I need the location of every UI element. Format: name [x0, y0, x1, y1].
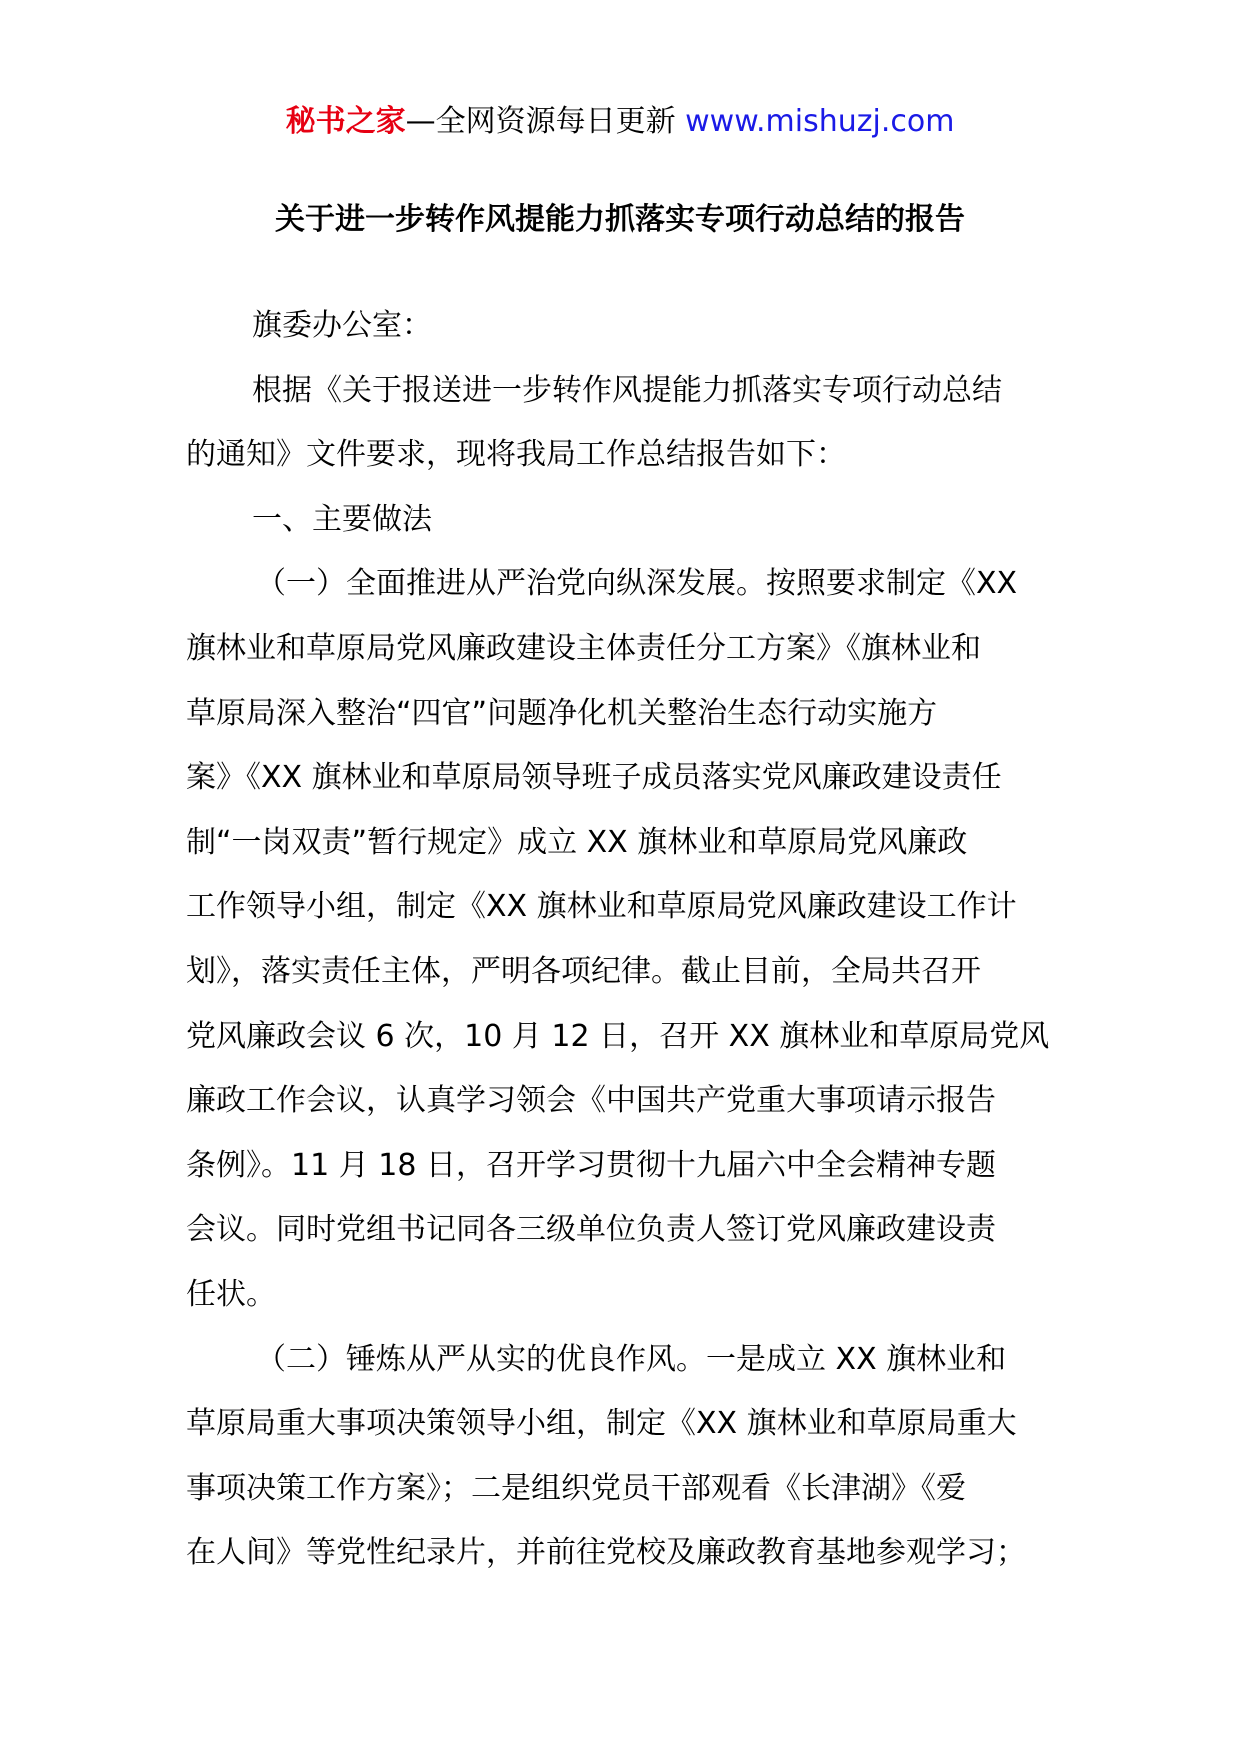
site-header [0, 100, 1240, 144]
paragraph-line: 工作领导小组，制定《XX 旗林业和草原局党风廉政建设工作计 [186, 889, 1017, 925]
paragraph-line: 草原局深入整治“四官”问题净化机关整治生态行动实施方 [186, 695, 938, 731]
paragraph-line: 制“一岗双责”暂行规定》成立 XX 旗林业和草原局党风廉政 [186, 824, 968, 860]
document-title: 关于进一步转作风提能力抓落实专项行动总结的报告 [275, 202, 965, 237]
paragraph-line: 的通知》文件要求，现将我局工作总结报告如下： [186, 437, 846, 473]
paragraph-line: 草原局重大事项决策领导小组，制定《XX 旗林业和草原局重大 [186, 1406, 1017, 1442]
paragraph-line: 党风廉政会议 6 次，10 月 12 日，召开 XX 旗林业和草原局党风 [186, 1018, 1050, 1054]
paragraph-line: 廉政工作会议，认真学习领会《中国共产党重大事项请示报告 [186, 1083, 996, 1119]
paragraph-line: （二）锤炼从严从实的优良作风。一是成立 XX 旗林业和 [256, 1341, 1007, 1377]
paragraph-line: 划》，落实责任主体，严明各项纪律。截止目前，全局共召开 [186, 953, 981, 989]
paragraph-line: 事项决策工作方案》；二是组织党员干部观看《长津湖》《爱 [186, 1470, 966, 1506]
paragraph-line: 任状。 [186, 1276, 276, 1312]
addressee: 旗委办公室： [252, 308, 432, 343]
document-body [186, 294, 1066, 1586]
site-tagline: —全网资源每日更新 [405, 104, 686, 139]
paragraph-line: 条例》。11 月 18 日，召开学习贯彻十九届六中全会精神专题 [186, 1147, 996, 1183]
paragraph-line: 旗林业和草原局党风廉政建设主体责任分工方案》《旗林业和 [186, 630, 981, 666]
paragraph-line: 会议。同时党组书记同各三级单位负责人签订党风廉政建设责 [186, 1212, 996, 1248]
paragraph-line: 案》《XX 旗林业和草原局领导班子成员落实党风廉政建设责任 [186, 760, 1002, 796]
paragraph-line: 在人间》等党性纪录片，并前往党校及廉政教育基地参观学习； [186, 1535, 1026, 1571]
paragraph-line: （一）全面推进从严治党向纵深发展。按照要求制定《XX [256, 566, 1018, 602]
site-url-link[interactable]: www.mishuzj.com [685, 104, 955, 139]
paragraph-line: 根据《关于报送进一步转作风提能力抓落实专项行动总结 [252, 372, 1002, 408]
site-brand: 秘书之家 [285, 104, 406, 139]
section-heading: 一、主要做法 [252, 501, 432, 537]
